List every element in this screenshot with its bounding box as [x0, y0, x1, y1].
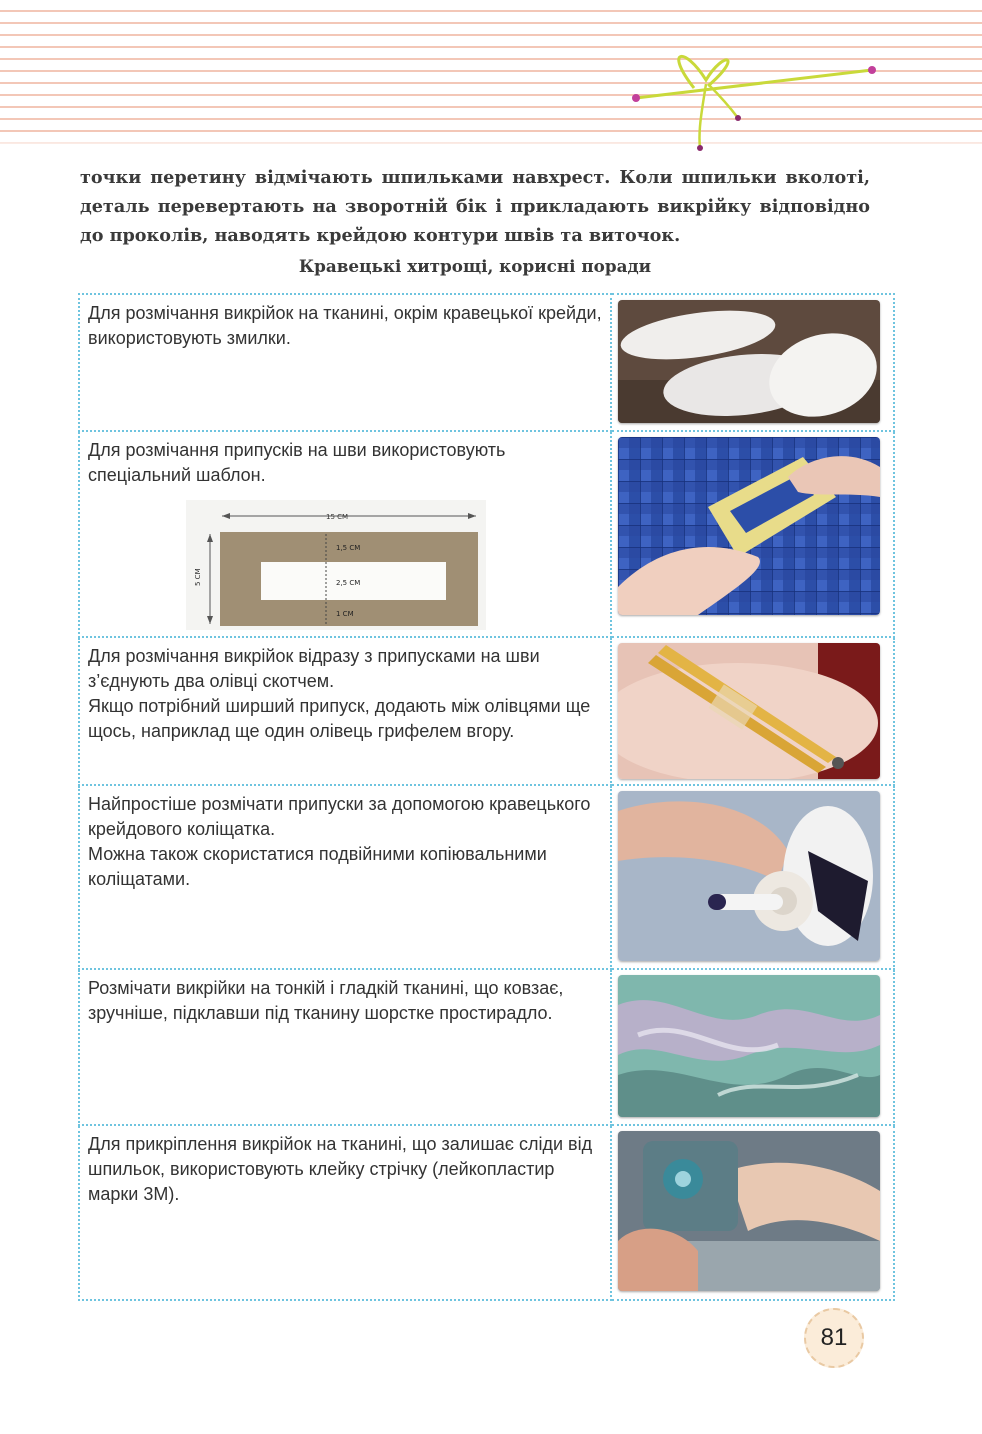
intro-paragraph: точки перетину відмічають шпильками навхрест. Коли шпильки вколоті, деталь перевертають на зворотній бік і прикладають викрійку відповідно до проколів, наводять крейдою контури швів та виточок.	[80, 167, 870, 246]
tip-text: Для розмічання викрійок відразу з припусками на шви з’єднують два олівці скотчем.	[88, 646, 540, 691]
section-heading: Кравецькі хитрощі, корисні поради	[298, 256, 652, 276]
tape-dispenser-photo	[618, 1131, 880, 1291]
tip-text: Для прикріплення викрійок на тканині, що залишає сліди від шпильок, використовують клейку стрічку (лейкопластир марки 3М).	[88, 1134, 593, 1204]
soap-pieces-photo	[618, 300, 880, 423]
tips-table	[78, 293, 895, 1301]
tip-text: Для розмічання викрійок на тканині, окрім кравецької крейди, використовують змилки.	[88, 303, 602, 348]
tip-text: Якщо потрібний ширший припуск, додають між олівцями ще щось, наприклад ще один олівець грифелем вгору.	[88, 696, 591, 741]
tip-text: Розмічати викрійки на тонкій і гладкій тканині, що ковзає, зручніше, підклавши під тканину шорстке простирадло.	[88, 978, 564, 1023]
tip-text: Найпростіше розмічати припуски за допомогою кравецького крейдового коліщатка.	[88, 794, 591, 839]
tip-row	[79, 294, 894, 431]
tip-row	[79, 785, 894, 969]
seam-template-diagram	[186, 500, 486, 630]
tip-text: Для розмічання припусків на шви використовують спеціальний шаблон.	[88, 440, 506, 485]
tip-row	[79, 1125, 894, 1300]
page-number: 81	[804, 1308, 864, 1368]
tip-row	[79, 637, 894, 785]
template-height-label: 5 CM	[194, 568, 202, 586]
taped-pencils-photo	[618, 643, 880, 779]
silk-fabric-photo	[618, 975, 880, 1117]
template-top-label: 1,5 CM	[336, 544, 361, 552]
template-middle-label: 2,5 CM	[336, 579, 361, 587]
template-on-fabric-photo	[618, 437, 880, 615]
template-width-label: 15 CM	[326, 513, 349, 521]
tip-row	[79, 431, 894, 637]
chalk-wheel-photo	[618, 791, 880, 961]
template-bottom-label: 1 CM	[336, 610, 354, 618]
tip-text: Можна також скористатися подвійними копіювальними коліщатами.	[88, 844, 547, 889]
tip-row	[79, 969, 894, 1125]
ribbon-bow-icon	[624, 40, 884, 160]
